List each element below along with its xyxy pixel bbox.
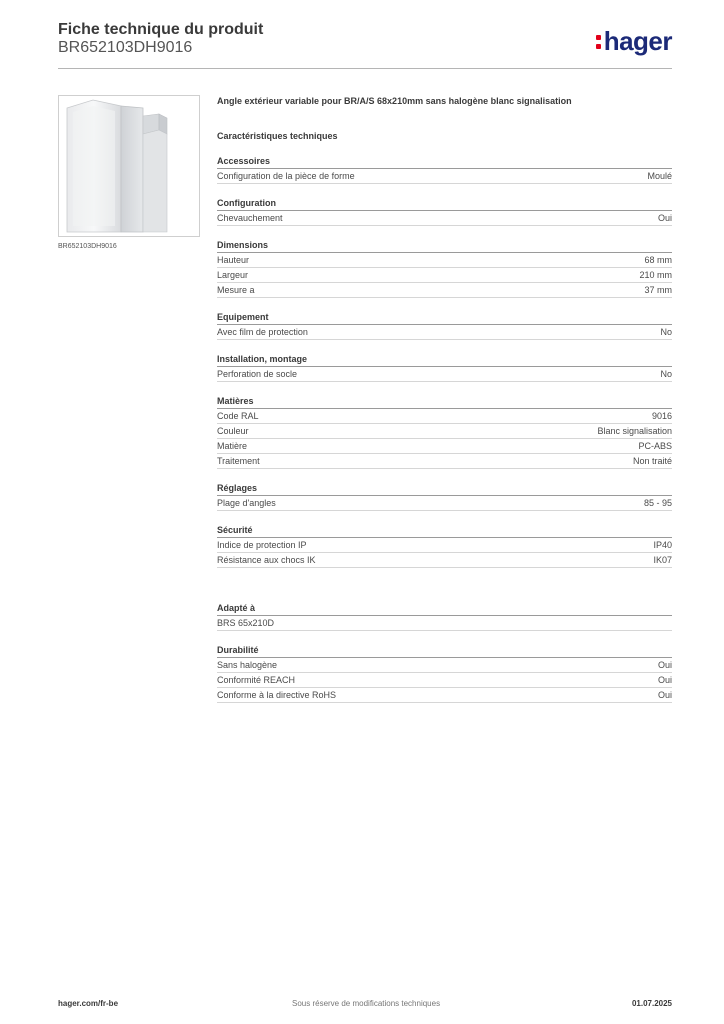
spec-row	[217, 553, 672, 568]
spec-label: Résistance aux chocs IK	[217, 555, 316, 565]
spec-label: Avec film de protection	[217, 327, 308, 337]
spec-value: 210 mm	[639, 270, 672, 280]
spec-row	[217, 616, 672, 631]
spec-group	[217, 310, 672, 340]
spec-label: Traitement	[217, 456, 260, 466]
spec-group-title: Configuration	[217, 196, 672, 211]
spec-value: Blanc signalisation	[597, 426, 672, 436]
spec-value: Oui	[657, 690, 672, 700]
spec-value: Moulé	[647, 171, 672, 181]
spec-label: Chevauchement	[217, 213, 283, 223]
spec-label: Largeur	[217, 270, 249, 280]
product-description: Angle extérieur variable pour BR/A/S 68x210mm sans halogène blanc signalisation	[217, 96, 572, 106]
spec-value: 9016	[651, 411, 672, 421]
spec-row	[217, 496, 672, 511]
spec-value: 85 - 95	[643, 498, 672, 508]
spec-value: PC-ABS	[638, 441, 672, 451]
spec-group-title: Equipement	[217, 310, 672, 325]
product-image	[58, 95, 200, 237]
spec-row	[217, 688, 672, 703]
spec-group-title: Durabilité	[217, 643, 672, 658]
spec-label: Code RAL	[217, 411, 259, 421]
spec-value: Oui	[657, 213, 672, 223]
spec-group-title: Installation, montage	[217, 352, 672, 367]
spec-value: 68 mm	[644, 255, 672, 265]
spec-group	[217, 196, 672, 226]
spec-label: Hauteur	[217, 255, 250, 265]
spec-row	[217, 268, 672, 283]
spec-row	[217, 211, 672, 226]
spec-row	[217, 283, 672, 298]
spec-row	[217, 454, 672, 469]
spec-content	[217, 95, 672, 703]
spec-row	[217, 409, 672, 424]
spec-row	[217, 658, 672, 673]
spec-group-title: Matières	[217, 394, 672, 409]
spec-label: Conformité REACH	[217, 675, 296, 685]
spec-row	[217, 439, 672, 454]
spec-value: No	[660, 327, 672, 337]
spec-row	[217, 673, 672, 688]
hager-logo	[596, 26, 672, 57]
page-title: Fiche technique du produit	[58, 21, 264, 38]
spec-label: Perforation de socle	[217, 369, 298, 379]
spec-row	[217, 424, 672, 439]
spec-group	[217, 481, 672, 511]
spec-label: Plage d'angles	[217, 498, 276, 508]
image-caption: BR652103DH9016	[58, 243, 117, 250]
spec-group	[217, 601, 672, 631]
spec-value: Non traité	[632, 456, 672, 466]
spec-value: IP40	[653, 540, 672, 550]
spec-row	[217, 253, 672, 268]
logo-dots-icon	[596, 33, 602, 51]
spec-label: Mesure a	[217, 285, 255, 295]
spec-value: No	[660, 369, 672, 379]
spec-row	[217, 367, 672, 382]
spec-group	[217, 154, 672, 184]
spec-groups	[217, 154, 672, 568]
section-spacer	[217, 568, 672, 601]
spec-group	[217, 643, 672, 703]
spec-label: Indice de protection IP	[217, 540, 307, 550]
product-reference: BR652103DH9016	[58, 39, 193, 56]
spec-value: 37 mm	[644, 285, 672, 295]
spec-value: IK07	[653, 555, 672, 565]
logo-text: hager	[603, 26, 672, 56]
extra-spec-groups	[217, 601, 672, 703]
characteristics-title: Caractéristiques techniques	[217, 131, 338, 141]
spec-label: Couleur	[217, 426, 249, 436]
spec-label: BRS 65x210D	[217, 618, 275, 628]
footer-date: 01.07.2025	[631, 999, 672, 1008]
spec-group-title: Adapté à	[217, 601, 672, 616]
spec-group	[217, 523, 672, 568]
spec-label: Matière	[217, 441, 248, 451]
spec-group	[217, 352, 672, 382]
spec-group-title: Sécurité	[217, 523, 672, 538]
spec-group-title: Dimensions	[217, 238, 672, 253]
footer-notice: Sous réserve de modifications techniques	[292, 999, 441, 1008]
spec-label: Configuration de la pièce de forme	[217, 171, 355, 181]
spec-group-title: Accessoires	[217, 154, 672, 169]
header-divider	[58, 68, 672, 69]
spec-row	[217, 325, 672, 340]
spec-label: Conforme à la directive RoHS	[217, 690, 337, 700]
spec-group	[217, 238, 672, 298]
spec-label: Sans halogène	[217, 660, 278, 670]
spec-row	[217, 169, 672, 184]
spec-group-title: Réglages	[217, 481, 672, 496]
spec-value: Oui	[657, 660, 672, 670]
product-angle-icon	[59, 96, 199, 236]
spec-value: Oui	[657, 675, 672, 685]
spec-row	[217, 538, 672, 553]
spec-group	[217, 394, 672, 469]
footer-website[interactable]: hager.com/fr-be	[58, 999, 119, 1008]
